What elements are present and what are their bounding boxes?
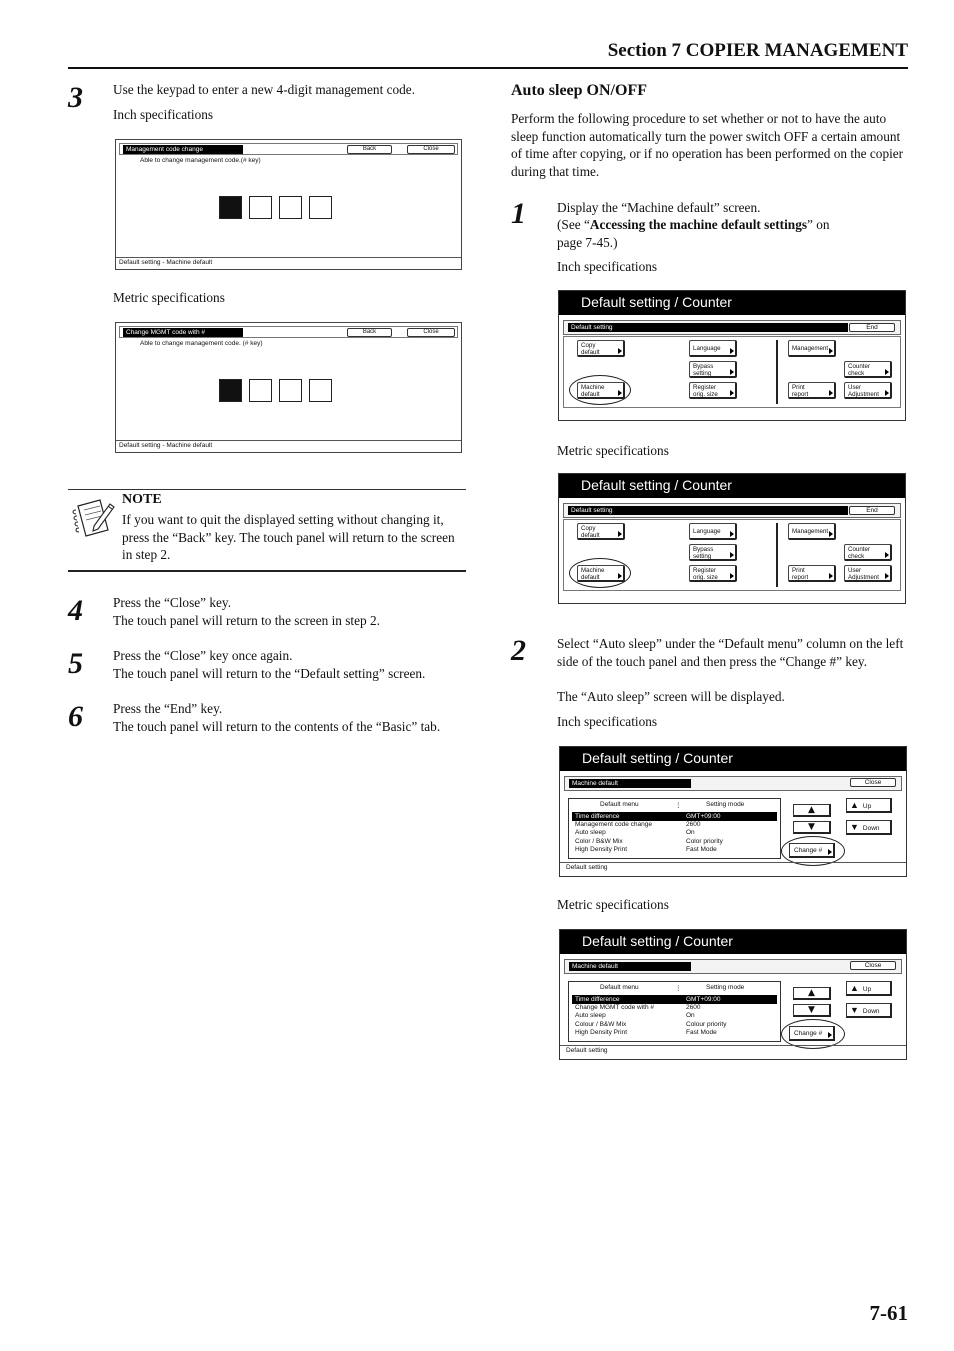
management-code-screen-inch	[115, 139, 462, 270]
notepad-pencil-icon	[72, 496, 116, 548]
step5-line1: Press the “Close” key once again.	[113, 648, 293, 663]
inch-spec-label: Inch specifications	[557, 714, 658, 729]
inner-title: Machine default	[569, 962, 691, 971]
inner-title: Default setting	[568, 506, 848, 515]
up-triangle-icon: ▲	[850, 983, 859, 993]
bypass-setting-button[interactable]: Bypass setting	[689, 544, 737, 561]
step4-line2: The touch panel will return to the screen in step 2.	[113, 613, 380, 628]
footer-rule	[560, 1045, 906, 1046]
step2-text2: The “Auto sleep” screen will be displayed.	[557, 689, 785, 704]
copy-default-button[interactable]: Copy default	[577, 523, 625, 540]
register-orig-size-button[interactable]: Register orig. size	[689, 382, 737, 399]
end-button[interactable]: End	[849, 323, 895, 332]
section-heading: Auto sleep ON/OFF	[511, 82, 647, 99]
print-report-button[interactable]: Print report	[788, 382, 836, 399]
screen-footer: Default setting - Machine default	[119, 259, 213, 266]
up-triangle-icon: ▲	[850, 800, 859, 810]
code-digit-box-active	[219, 379, 242, 402]
header-rule	[68, 67, 908, 69]
page-number: 7-61	[869, 1301, 908, 1325]
counter-check-button[interactable]: Counter check	[844, 544, 892, 561]
footer-rule	[560, 862, 906, 863]
list-row-auto-sleep[interactable]: Auto sleep On	[575, 1012, 695, 1019]
metric-spec-label: Metric specifications	[113, 290, 225, 305]
management-code-screen-metric	[115, 322, 462, 453]
step1-line1: Display the “Machine default” screen.	[557, 200, 761, 215]
cross-reference: Accessing the machine default settings	[589, 217, 808, 232]
default-menu-header: Default menu	[600, 801, 639, 808]
screen-title-bar: Default setting / Counter	[560, 747, 906, 771]
step-number: 3	[68, 81, 83, 114]
list-row[interactable]: Management code change 2600	[575, 821, 701, 828]
screen-footer: Default setting - Machine default	[119, 442, 213, 449]
screen-title: Management code change	[123, 145, 243, 154]
down-triangle-icon: ▼	[850, 822, 859, 832]
code-digit-box	[249, 196, 272, 219]
register-orig-size-button[interactable]: Register orig. size	[689, 565, 737, 582]
screen-title: Change MGMT code with #	[123, 328, 243, 337]
column-divider	[776, 340, 778, 404]
up-button[interactable]: ▲ Up	[846, 981, 892, 996]
code-digit-box-active	[219, 196, 242, 219]
down-button[interactable]: ▼ Down	[846, 1003, 892, 1018]
screen-title-bar: Default setting / Counter	[560, 930, 906, 954]
step-number: 6	[68, 700, 83, 733]
copy-default-button[interactable]: Copy default	[577, 340, 625, 357]
note-title: NOTE	[122, 492, 162, 507]
close-button[interactable]: Close	[850, 778, 896, 787]
intro-paragraph: Perform the following procedure to set whether or not to have the auto sleep function automatically turn the power switch OFF a certain amount of time after copying, or if no operation has been performed on the copier during that time.	[511, 111, 904, 179]
machine-default-screen-metric	[559, 929, 907, 1060]
user-adjustment-button[interactable]: User Adjustment	[844, 382, 892, 399]
screen-footer: Default setting	[566, 1047, 608, 1054]
default-setting-counter-screen-metric	[558, 473, 906, 604]
setting-mode-header: Setting mode	[706, 984, 745, 991]
change-button[interactable]: Change #	[789, 843, 835, 858]
back-button[interactable]: Back	[347, 145, 392, 154]
code-digit-box	[309, 379, 332, 402]
up-button[interactable]: ▲ Up	[846, 798, 892, 813]
instruction-message: Able to change management code. (# key)	[140, 340, 263, 347]
inner-title: Default setting	[568, 323, 848, 332]
code-digit-box	[309, 196, 332, 219]
language-button[interactable]: Language	[689, 340, 737, 357]
column-divider-dots: ⋮	[675, 802, 682, 809]
inch-spec-label: Inch specifications	[113, 107, 214, 122]
list-row[interactable]: High Density Print Fast Mode	[575, 846, 717, 853]
step6-line2: The touch panel will return to the contents of the “Basic” tab.	[113, 719, 441, 734]
settings-list	[568, 981, 781, 1042]
inch-spec-label: Inch specifications	[557, 259, 658, 274]
machine-default-button[interactable]: Machine default	[577, 382, 625, 399]
step4-line1: Press the “Close” key.	[113, 595, 232, 610]
close-button[interactable]: Close	[407, 145, 455, 154]
list-row[interactable]: High Density Print Fast Mode	[575, 1029, 717, 1036]
end-button[interactable]: End	[849, 506, 895, 515]
note-rule-bottom	[68, 570, 466, 572]
default-setting-counter-screen-inch	[558, 290, 906, 421]
highlight-circle	[569, 375, 631, 405]
list-row-selected[interactable]: Time difference GMT+09:00	[572, 995, 777, 1004]
list-row-selected[interactable]: Time difference GMT+09:00	[572, 812, 777, 821]
column-divider	[776, 523, 778, 587]
footer-rule	[116, 440, 461, 441]
step3-text: Use the keypad to enter a new 4-digit management code.	[113, 82, 416, 97]
section-title: Section 7 COPIER MANAGEMENT	[607, 40, 908, 61]
note-text: If you want to quit the displayed setting without changing it, press the “Back” key. The touch panel will return to the screen in step 2.	[122, 512, 455, 562]
step1-line3: page 7-45.)	[557, 235, 618, 250]
step1-line2: (See “Accessing the machine default settings” on	[557, 217, 830, 232]
note-rule-top	[68, 489, 466, 490]
inner-title: Machine default	[569, 779, 691, 788]
management-button[interactable]: Management	[788, 523, 836, 540]
scroll-up-arrow-icon[interactable]: ▲	[793, 804, 831, 817]
print-report-button[interactable]: Print report	[788, 565, 836, 582]
step-number: 2	[511, 634, 526, 667]
code-digit-box	[279, 196, 302, 219]
list-row-auto-sleep[interactable]: Auto sleep On	[575, 829, 695, 836]
metric-spec-label: Metric specifications	[557, 897, 669, 912]
metric-spec-label: Metric specifications	[557, 443, 669, 458]
list-row[interactable]: Color / B&W Mix Color priority	[575, 838, 723, 845]
scroll-up-arrow-icon[interactable]: ▲	[793, 987, 831, 1000]
counter-check-button[interactable]: Counter check	[844, 361, 892, 378]
step2-text: Select “Auto sleep” under the “Default menu” column on the left side of the touch panel and then press the “Change #” key.	[557, 636, 904, 669]
step-number: 4	[68, 594, 83, 627]
highlight-circle	[569, 558, 631, 588]
down-button[interactable]: ▼ Down	[846, 820, 892, 835]
code-digit-box	[249, 379, 272, 402]
machine-default-button[interactable]: Machine default	[577, 565, 625, 582]
default-menu-header: Default menu	[600, 984, 639, 991]
screen-footer: Default setting	[566, 864, 608, 871]
setting-mode-header: Setting mode	[706, 801, 745, 808]
instruction-message: Able to change management code.(# key)	[140, 157, 261, 164]
step6-line1: Press the “End” key.	[113, 701, 223, 716]
down-triangle-icon: ▼	[850, 1005, 859, 1015]
bypass-setting-button[interactable]: Bypass setting	[689, 361, 737, 378]
change-button[interactable]: Change #	[789, 1026, 835, 1041]
language-button[interactable]: Language	[689, 523, 737, 540]
scroll-down-arrow-icon[interactable]: ▼	[793, 821, 831, 834]
column-divider-dots: ⋮	[675, 985, 682, 992]
list-row[interactable]: Change MGMT code with # 2600	[575, 1004, 701, 1011]
machine-default-screen-inch	[559, 746, 907, 877]
settings-list	[568, 798, 781, 859]
user-adjustment-button[interactable]: User Adjustment	[844, 565, 892, 582]
screen-title-bar: Default setting / Counter	[559, 474, 905, 498]
close-button[interactable]: Close	[850, 961, 896, 970]
back-button[interactable]: Back	[347, 328, 392, 337]
screen-title-bar: Default setting / Counter	[559, 291, 905, 315]
close-button[interactable]: Close	[407, 328, 455, 337]
step-number: 5	[68, 647, 83, 680]
list-row[interactable]: Colour / B&W Mix Colour priority	[575, 1021, 727, 1028]
management-button[interactable]: Management	[788, 340, 836, 357]
footer-rule	[116, 257, 461, 258]
step5-line2: The touch panel will return to the “Default setting” screen.	[113, 666, 426, 681]
step-number: 1	[511, 197, 526, 230]
code-digit-box	[279, 379, 302, 402]
scroll-down-arrow-icon[interactable]: ▼	[793, 1004, 831, 1017]
